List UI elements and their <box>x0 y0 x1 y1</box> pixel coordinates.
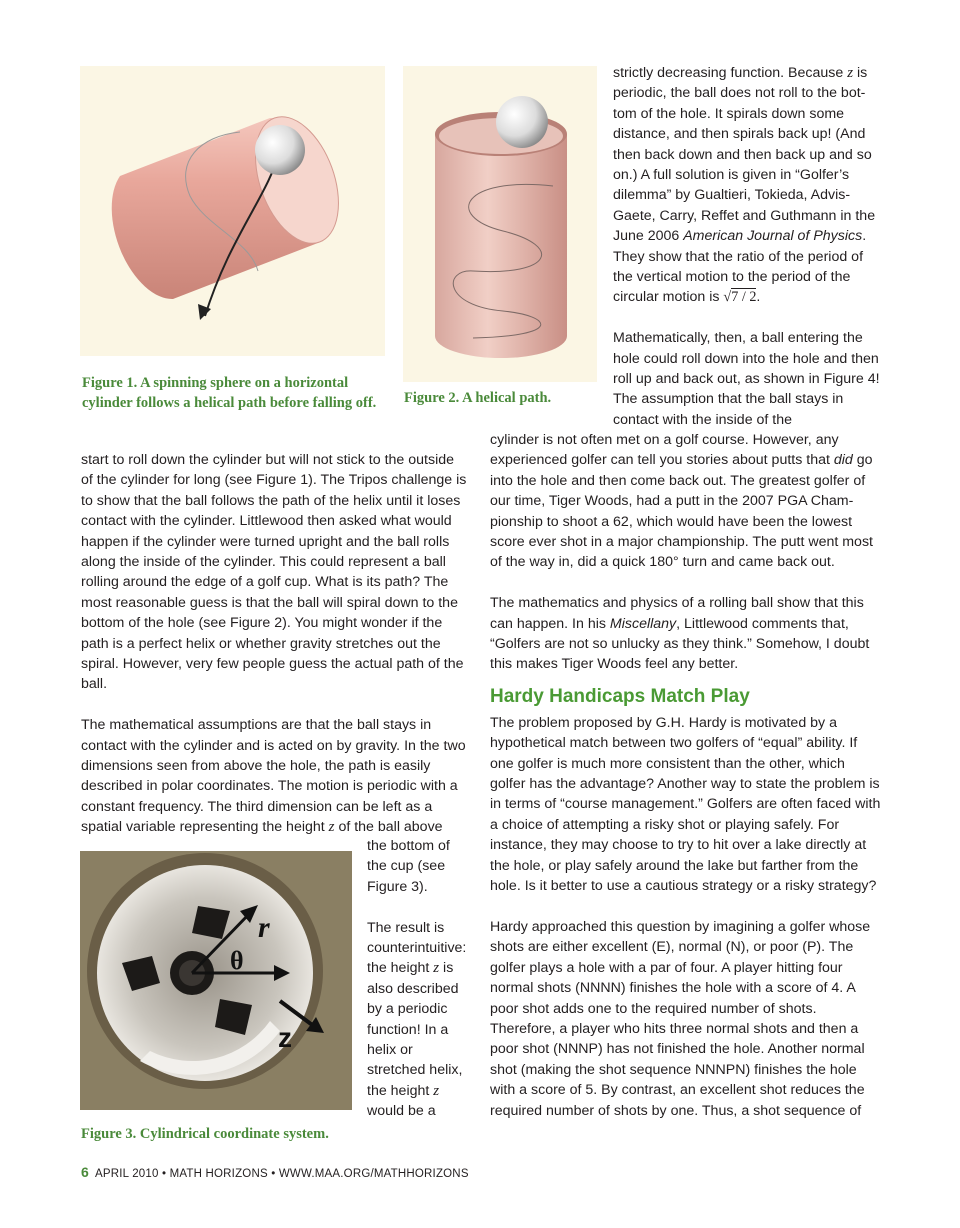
figure-3-caption: Figure 3. Cylindrical coordinate system. <box>81 1126 329 1142</box>
left-paragraph-2: The mathematical assumptions are that the ball stays in contact with the cylinder and is acted on by gravity. In the two dimensions seen from above the hole, the path is easily described in polar coordinates. The motion is periodic with a constant frequency. The third dimension can be left as a spatial variable representing the height z of the ball above <box>81 717 466 836</box>
right-top-paragraph-2: Mathematically, then, a ball entering the hole could roll down into the hole and then roll up and back out, as shown in Figure 4! The assumption that the ball stays in contact with the inside of the <box>613 330 880 428</box>
sqrt-expression: √7 / 2 <box>723 289 757 306</box>
right-top-text <box>613 63 881 430</box>
right-paragraph-3: The problem proposed by G.H. Hardy is motivated by a hypothetical match between two golfers of “equal” ability. If one golfer is much more consistent than the other, which golfer has the advantage? Another way to state the problem is in terms of “course management.” Golfers are often faced with a choice of attempting a risky shot or playing safely. For instance, they may choose to try to hit over a lake directly at the hole, or play safely around the lake but farther from the hole. Is it better to use a cautious strategy or a risky strategy? <box>490 714 881 895</box>
section-heading: Hardy Handicaps Match Play <box>490 685 750 707</box>
left-paragraph-3: The result is counterintuitive: the height z is also described by a periodic function! In a helix or stretched helix, the height z would be a <box>367 919 467 1120</box>
right-paragraph-1: cylinder is not often met on a golf course. However, any experienced golfer can tell you stories about putts that did go into the hole and then come back out. The greatest golfer of our time, Tiger Woods, had a putt in the 2007 PGA Championship to shoot a 62, which would have been the lowest score ever shot in a major championship. The putt went most of the way in, did a quick 180° turn and came back out. <box>490 432 873 571</box>
page-number: 6 <box>81 1164 89 1180</box>
figure-1-caption: Figure 1. A spinning sphere on a horizontal cylinder follows a helical path before falling off. <box>82 375 377 411</box>
left-column-text <box>81 450 469 838</box>
figure-2-caption: Figure 2. A helical path. <box>404 390 552 406</box>
figure-3-label-z: z <box>278 1022 292 1053</box>
right-paragraph-2: The mathematics and physics of a rolling ball show that this can happen. In his Miscellany, Littlewood comments that, “Golfers are not so unlucky as they think.” Somehow, I doubt this makes Tiger Woods feel any better. <box>490 595 870 673</box>
figure-1-image <box>80 66 385 356</box>
page-footer <box>81 1164 469 1180</box>
right-paragraph-4: Hardy approached this question by imagining a golfer whose shots are either excellent (E), normal (N), or poor (P). The golfer plays a hole with a par of four. A player hitting four normal shots (NNNN) finishes the hole with a score of 4. A poor shot adds one to the required number of shots. Therefore, a player who hits three normal shots and then a poor shot (NNNP) has not finished the hole. Another normal shot (making the shot sequence NNNPN) finishes the hole with a score of 5. By contrast, an excellent shot reduces the required number of shots by one. Thus, a shot sequence of <box>490 918 871 1119</box>
left-paragraph-2-continued: the bottom of the cup (see Figure 3). <box>367 838 450 895</box>
right-top-paragraph-1: strictly decreasing function. Because z is periodic, the ball does not roll to the bottom of the hole. It spirals down some distance, and then spirals back up! (And then back down and then back up and so on.) A full solution is given in “Golfer’s dilemma” by Gualtieri, Tokieda, Advis-Gaete, Carry, Reffet and Guthmann in the June 2006 American Journal of Physics. They show that the ratio of the period of the vertical motion to the period of the circular motion is √7 / 2. <box>613 65 876 306</box>
figure-3-label-theta: θ <box>230 946 244 975</box>
right-column-text <box>490 430 882 1121</box>
footer-text: APRIL 2010 • MATH HORIZONS • WWW.MAA.ORG/MATHHORIZONS <box>95 1168 469 1180</box>
figure-3-label-r: r <box>258 911 270 944</box>
left-narrow-text <box>367 836 469 1122</box>
left-paragraph-1: start to roll down the cylinder but will not stick to the outside of the cylinder for long (see Figure 1). The Tripos challenge is to show that the ball follows the path of the helix until it loses contact with the cylinder. Littlewood then asked what would happen if the cylinder were turned upright and the ball rolls along the inside of the cylinder. This could represent a ball rolling around the edge of a golf cup. What is its path? The most reasonable guess is that the ball will spiral down to the bottom of the hole (see Figure 2). You might wonder if the path is a perfect helix or whether gravity stretches out the spiral. However, very few people guess the actual path of the ball. <box>81 452 467 693</box>
figure-3-image <box>80 851 352 1110</box>
figure-2-image <box>403 66 597 382</box>
